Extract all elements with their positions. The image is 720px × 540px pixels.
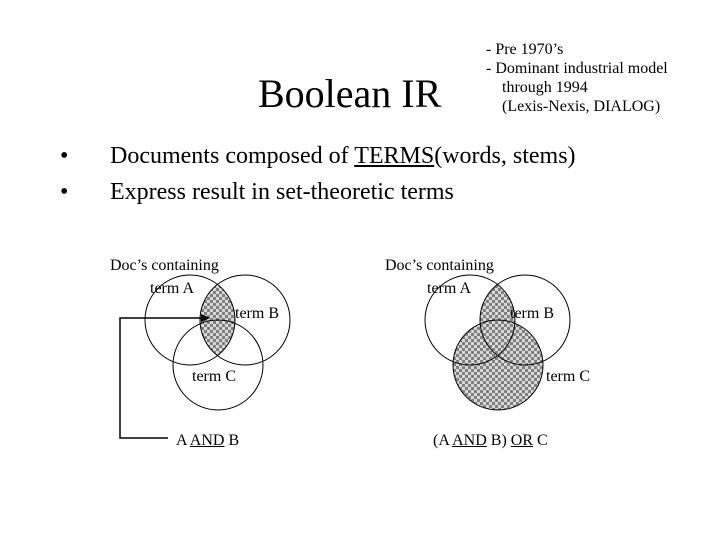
bullet-2-prefix: Express result in set-theoretic terms (110, 179, 454, 205)
left-label-a-line1: Doc’s containing (110, 257, 219, 274)
left-query-label (176, 431, 239, 450)
bullet-1-prefix: Documents composed of (110, 143, 355, 169)
history-note (486, 40, 668, 116)
note-line-1: - Pre 1970’s (486, 41, 564, 58)
left-label-b: term B (235, 305, 279, 322)
bullet-text-2 (110, 174, 454, 210)
left-label-a-line2: term A (150, 280, 194, 297)
bullet-1-emphasis: TERMS (354, 143, 435, 169)
left-query-op: AND (189, 432, 225, 449)
bullet-marker-2: • (60, 179, 69, 205)
right-query-post: C (533, 432, 548, 449)
note-line-4: (Lexis-Nexis, DIALOG) (502, 98, 661, 115)
right-query-pre: (A (433, 432, 453, 449)
right-query-label (433, 431, 548, 450)
right-query-mid: B) (486, 432, 511, 449)
left-venn (120, 275, 290, 438)
right-label-c: term C (546, 368, 590, 385)
left-label-c: term C (192, 368, 236, 385)
left-query-post: B (224, 432, 240, 449)
right-label-a-line2: term A (427, 280, 471, 297)
right-label-a-line1: Doc’s containing (385, 257, 494, 274)
left-query-pre: A (176, 432, 190, 449)
note-line-2: - Dominant industrial model (486, 60, 668, 77)
bullet-1-suffix: (words, stems) (434, 143, 576, 169)
note-line-3: through 1994 (502, 79, 588, 96)
right-query-op1: AND (452, 432, 487, 449)
bullet-marker-1: • (60, 143, 69, 169)
bullet-text-1 (110, 138, 576, 174)
slide-title: Boolean IR (258, 71, 442, 116)
right-query-op2: OR (510, 432, 534, 449)
right-label-b: term B (510, 305, 554, 322)
